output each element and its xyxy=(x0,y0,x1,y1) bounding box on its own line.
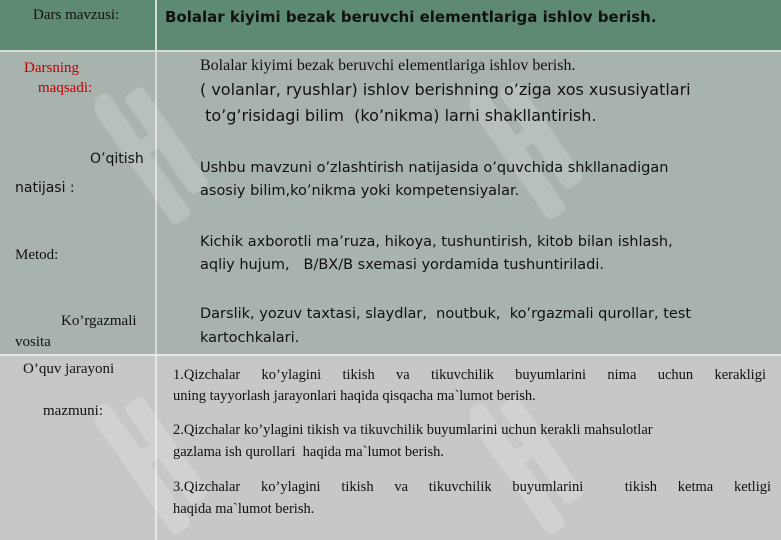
process-item2-line2: gazlama ish qurollari haqida ma`lumot berish. xyxy=(173,444,444,460)
process-label-line1: O’quv jarayoni xyxy=(23,361,115,377)
result-label-line2: natijasi : xyxy=(15,180,75,196)
tools-label-line1: Ko’rgazmali xyxy=(61,313,137,329)
goal-label-line2: maqsadi: xyxy=(38,80,93,96)
result-text-line2: asosiy bilim,ko’nikma yoki kompetensiyalar. xyxy=(200,183,520,199)
tools-text-line2: kartochkalari. xyxy=(200,330,300,346)
labels-cell xyxy=(0,52,157,354)
topic-label: Dars mavzusi: xyxy=(33,7,120,23)
process-label-cell xyxy=(0,354,157,540)
result-text-line1: Ushbu mavzuni o’zlashtirish natijasida o’quvchida shkllanadigan xyxy=(200,160,669,176)
tools-text-line1: Darslik, yozuv taxtasi, slaydlar, noutbuk, ko’rgazmali qurollar, test xyxy=(200,306,692,322)
goal-text-line2: ( volanlar, ryushlar) ishlov berishning o’ziga xos xususiyatlari xyxy=(200,80,691,99)
process-item2-line1: 2.Qizchalar ko’ylagini tikish va tikuvchilik buyumlarini uchun kerakli mahsulotlar xyxy=(173,422,653,438)
method-label: Metod: xyxy=(15,247,59,263)
topic-title: Bolalar kiyimi bezak beruvchi elementlariga ishlov berish. xyxy=(165,8,657,26)
goal-text-line1: Bolalar kiyimi bezak beruvchi elementlariga ishlov berish. xyxy=(200,57,576,74)
tools-label-line2: vosita xyxy=(15,334,51,350)
process-item3-line2: haqida ma`lumot berish. xyxy=(173,501,315,517)
goal-label-line1: Darsning xyxy=(24,60,79,76)
process-item1-line2: uning tayyorlash jarayonlari haqida qisqacha ma`lumot berish. xyxy=(173,388,536,404)
method-text-line2: aqliy hujum, B/BX/B sxemasi yordamida tushuntiriladi. xyxy=(200,257,605,273)
goal-text-line3: to’g’risidagi bilim (ko’nikma) larni shakllantirish. xyxy=(200,106,597,125)
process-item1-line1: 1.Qizchalar ko’ylagini tikish va tikuvchilik buyumlarini nima uchun kerakligi xyxy=(173,367,766,383)
result-label-line1: O’qitish xyxy=(90,151,144,167)
method-text-line1: Kichik axborotli ma’ruza, hikoya, tushuntirish, kitob bilan ishlash, xyxy=(200,234,673,250)
process-label-line2: mazmuni: xyxy=(43,403,103,419)
process-item3-line1: 3.Qizchalar ko’ylagini tikish va tikuvchilik buyumlarini tikish ketma ketligi xyxy=(173,479,771,495)
